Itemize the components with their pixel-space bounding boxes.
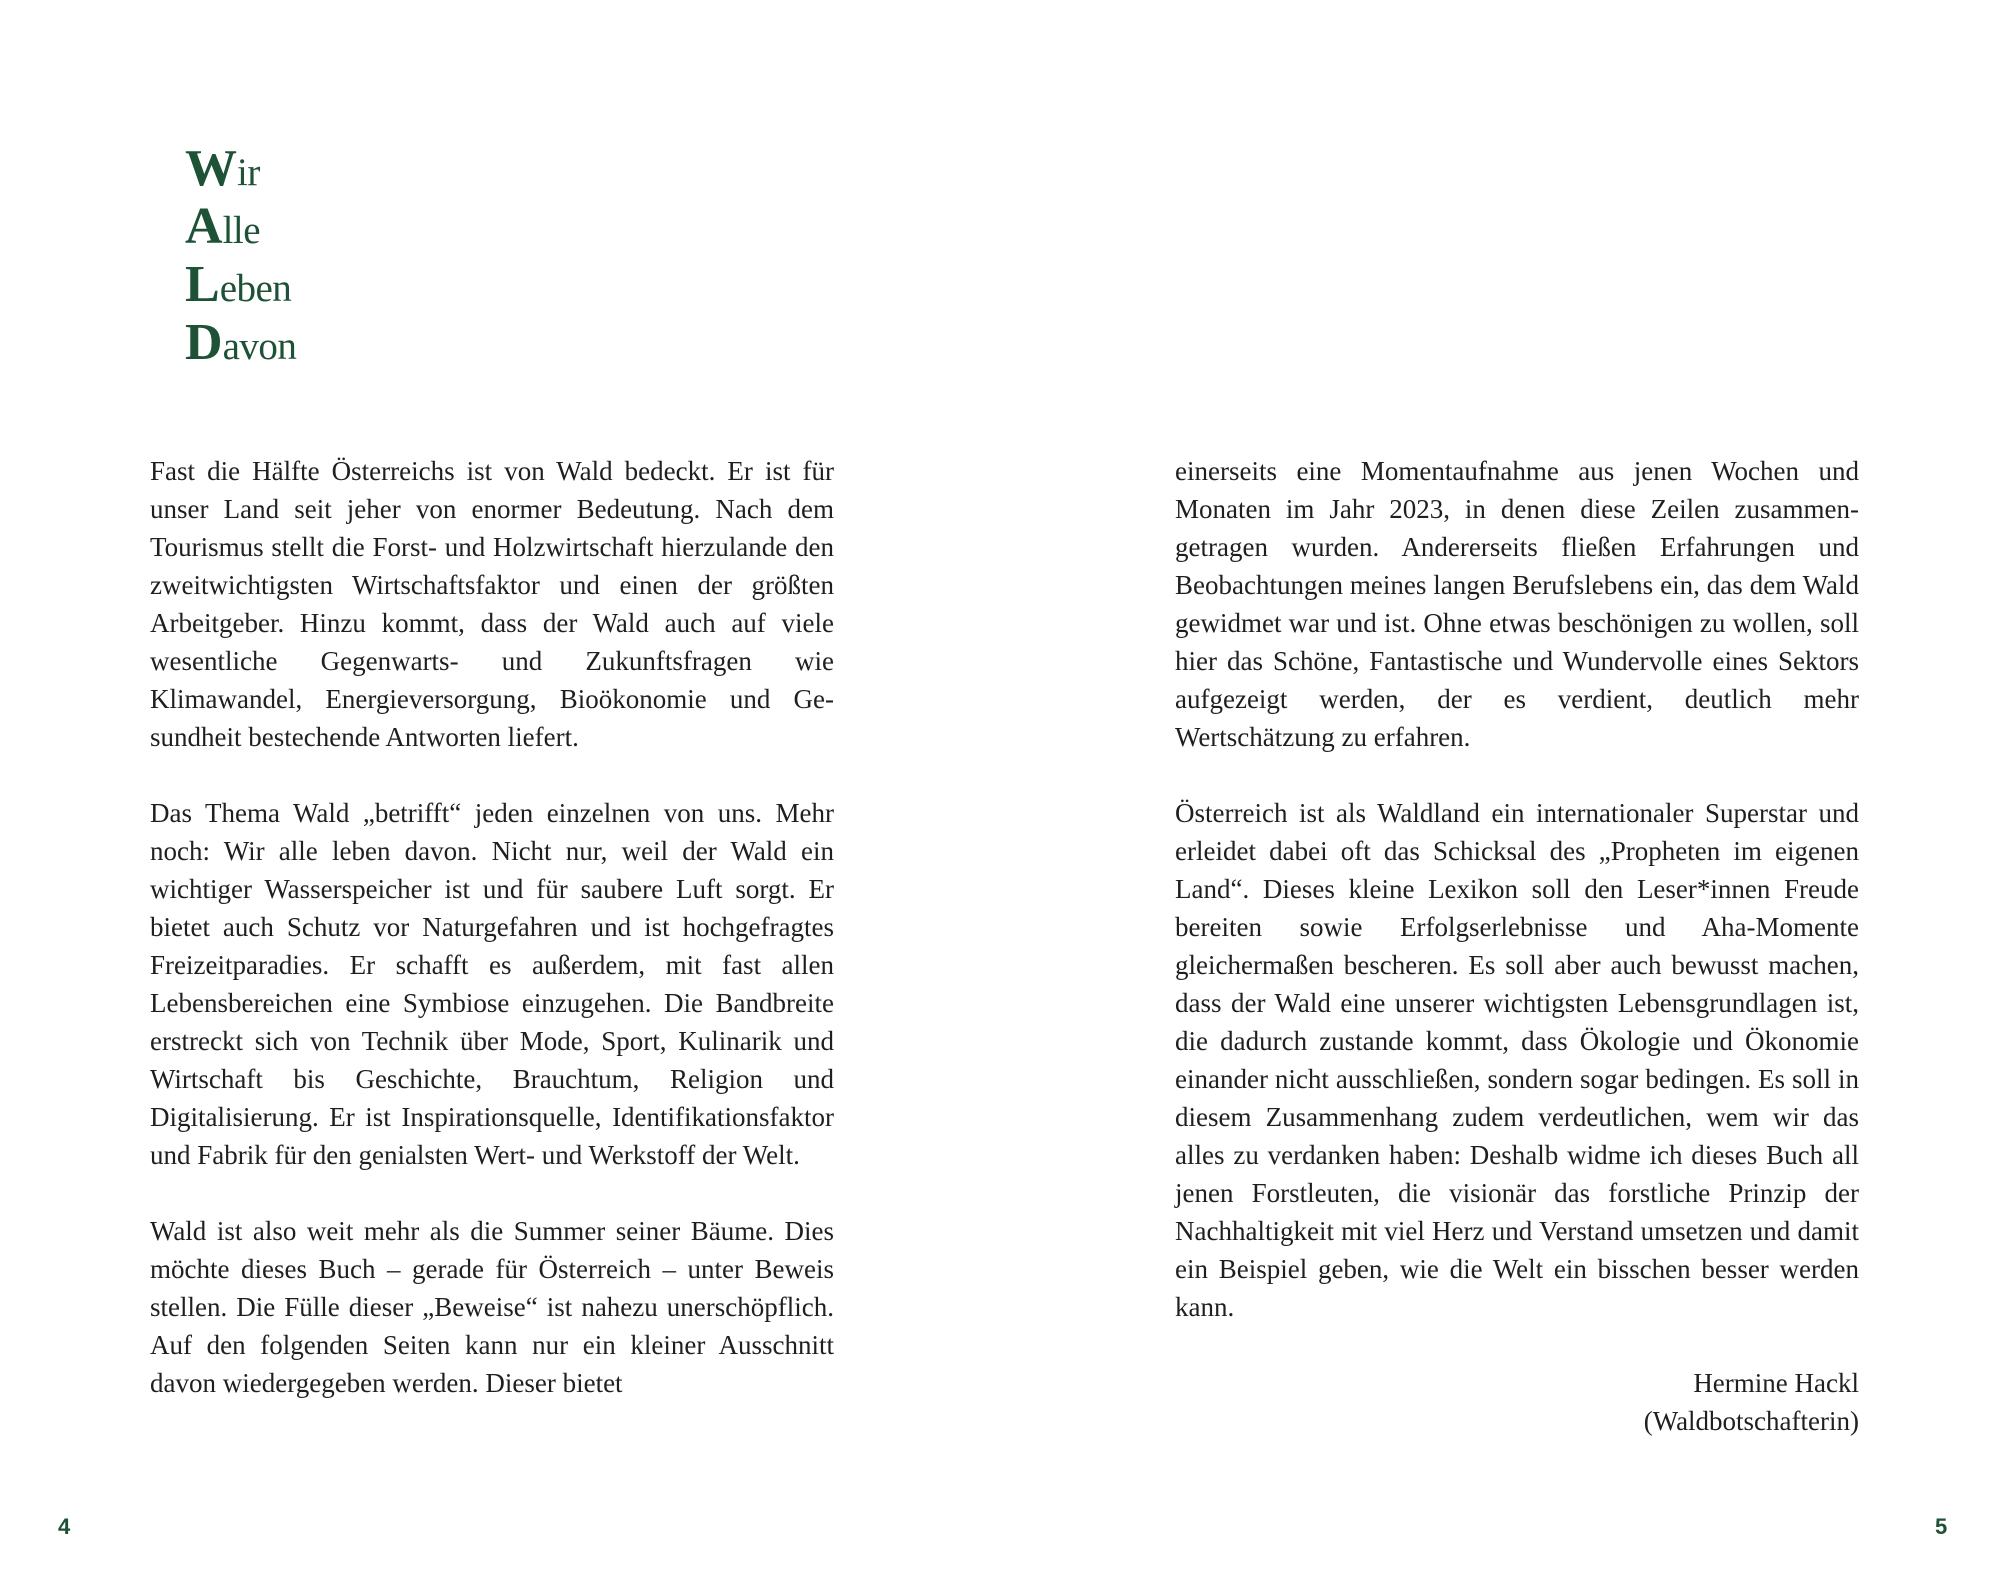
title-line-leben xyxy=(185,256,296,314)
paragraph: Fast die Hälfte Österreichs ist von Wald bedeckt. Er ist für unser Land seit jeher von enormer Bedeutung. Nach dem Tourismus stellt die Forst- und Holzwirtschaft hierzulande den zweitwichtigsten Wirtschaftsfaktor und einen der größten Arbeitgeber. Hinzu kommt, dass der Wald auch auf viele wesentliche Gegenwarts- und Zukunftsfragen wie Klimawandel, Energieversorgung, Bioökonomie und Gesundheit bestechende Antworten liefert. xyxy=(150,456,834,752)
title-initial: A xyxy=(185,198,223,255)
signature-name: Hermine Hackl xyxy=(1693,1368,1859,1398)
paragraph: Österreich ist als Waldland ein internationaler Superstar und erleidet dabei oft das Schicksal des „Propheten im eigenen Land“. Dieses kleine Lexikon soll den Leser*innen Freude bereiten sowie Erfolgserlebnisse und Aha-Momente gleichermaßen bescheren. Es soll aber auch bewusst machen, dass der Wald eine unserer wichtigsten Lebensgrundlagen ist, die dadurch zustande kommt, dass Ökologie und Ökonomie einander nicht ausschließen, sondern sogar bedingen. Es soll in diesem Zusammenhang zudem verdeutlichen, wem wir das alles zu verdanken haben: Deshalb widme ich dieses Buch all jenen Forstleuten, die visionär das forstliche Prinzip der Nachhaltigkeit mit viel Herz und Verstand umsetzen und damit ein Beispiel geben, wie die Welt ein bisschen besser werden kann. xyxy=(1175,798,1859,1322)
title-rest: ir xyxy=(237,151,260,194)
paragraph: Das Thema Wald „betrifft“ jeden einzelnen von uns. Mehr noch: Wir alle leben davon. Nicht nur, weil der Wald ein wichtiger Wasserspeicher ist und für saubere Luft sorgt. Er bietet auch Schutz vor Naturgefahren und ist hochgefragtes Freizeitparadies. Er schafft es außerdem, mit fast allen Lebensbereichen eine Symbiose einzugehen. Die Bandbreite erstreckt sich von Technik über Mode, Sport, Kulinarik und Wirtschaft bis Geschichte, Brauchtum, Religion und Digitalisierung. Er ist Inspirationsquelle, Identifikationsfaktor und Fabrik für den genialsten Wert- und Werkstoff der Welt. xyxy=(150,798,834,1170)
signature-role: (Waldbotschafterin) xyxy=(1643,1406,1859,1436)
title-line-davon xyxy=(185,314,296,372)
title-line-wir xyxy=(185,140,296,198)
title-initial: D xyxy=(185,314,223,371)
paragraph: Wald ist also weit mehr als die Summer seiner Bäume. Dies möchte dieses Buch – gerade für Österreich – unter Beweis stellen. Die Fülle dieser „Beweise“ ist nahezu unerschöpflich. Auf den folgenden Seiten kann nur ein kleiner Ausschnitt davon wiedergegeben werden. Dieser bietet xyxy=(150,1216,834,1398)
title-rest: lle xyxy=(222,209,261,252)
page-number-right: 5 xyxy=(1935,1514,1948,1539)
paragraph: einerseits eine Momentaufnahme aus jenen Wochen und Monaten im Jahr 2023, in denen diese Zeilen zusammengetragen wurden. Andererseits fließen Erfahrungen und Beobachtungen meines langen Berufslebens ein, das dem Wald gewidmet war und ist. Ohne etwas beschönigen zu wollen, soll hier das Schöne, Fantastische und Wundervolle eines Sektors aufgezeigt werden, der es verdient, deutlich mehr Wertschätzung zu erfahren. xyxy=(1175,456,1859,752)
page-number-left: 4 xyxy=(58,1514,71,1539)
title-rest: avon xyxy=(222,325,297,368)
title-initial: L xyxy=(185,256,220,313)
acrostic-title xyxy=(185,140,296,372)
title-rest: eben xyxy=(219,267,292,310)
title-initial: W xyxy=(185,140,237,197)
signature xyxy=(1175,1364,1859,1440)
right-page-text xyxy=(1175,452,1859,1440)
title-line-alle xyxy=(185,198,296,256)
left-page-text xyxy=(150,452,834,1440)
